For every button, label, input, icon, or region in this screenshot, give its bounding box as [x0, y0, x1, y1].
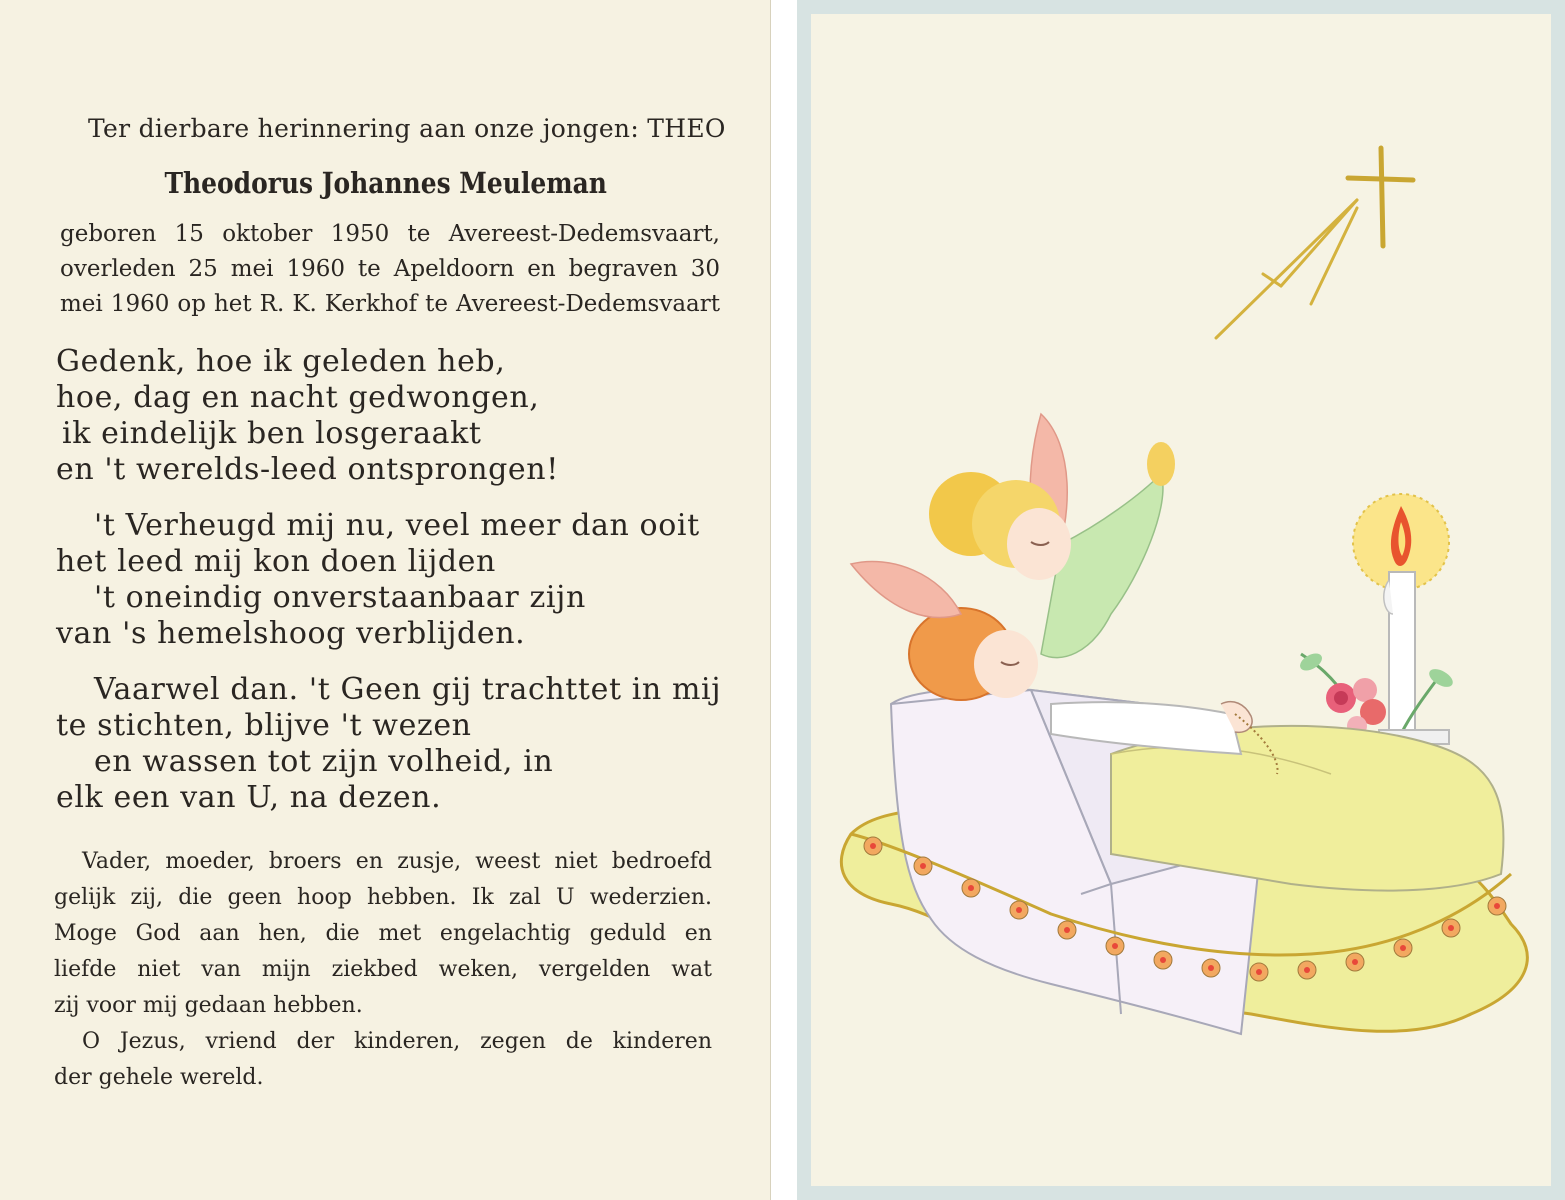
- poem-stanza: [56, 508, 721, 652]
- dates-line: geboren 15 oktober 1950 te Avereest-Dedemsvaart,: [60, 221, 720, 247]
- memorial-poem: [56, 344, 721, 836]
- memorial-card-illustration-side: [797, 0, 1565, 1200]
- poem-line: Vaarwel dan. 't Geen gij trachttet in mij: [94, 672, 722, 707]
- dates-line: overleden 25 mei 1960 te Apeldoorn en begraven 30: [60, 256, 720, 282]
- closing-message: [54, 844, 712, 1096]
- closing-line: Vader, moeder, broers en zusje, weest niet bedroefd: [82, 849, 712, 874]
- closing-line: Moge God aan hen, die met engelachtig geduld en: [54, 921, 712, 946]
- dates-line: mei 1960 op het R. K. Kerkhof te Avereest-Dedemsvaart: [60, 291, 720, 317]
- poem-stanza: [56, 344, 721, 488]
- poem-line: 't oneindig onverstaanbaar zijn: [94, 580, 586, 615]
- poem-line: ik eindelijk ben losgeraakt: [62, 416, 482, 451]
- closing-line: gelijk zij, die geen hoop hebben. Ik zal U wederzien.: [54, 885, 712, 910]
- angel-deathbed-illustration: [811, 14, 1551, 1186]
- birth-death-details: [60, 217, 720, 322]
- illustration-panel: [811, 14, 1551, 1186]
- poem-line: hoe, dag en nacht gedwongen,: [56, 380, 540, 415]
- closing-line: der gehele wereld.: [54, 1065, 264, 1090]
- poem-line: het leed mij kon doen lijden: [56, 544, 496, 579]
- closing-line: liefde niet van mijn ziekbed weken, vergelden wat: [54, 957, 712, 982]
- poem-line: te stichten, blijve 't wezen: [56, 708, 472, 743]
- dedication-line: Ter dierbare herinnering aan onze jongen: THEO: [88, 114, 726, 143]
- poem-line: 't Verheugd mij nu, veel meer dan ooit: [94, 508, 700, 543]
- poem-line: en 't werelds-leed ontsprongen!: [56, 452, 559, 487]
- memorial-card-text-side: [0, 0, 771, 1200]
- poem-stanza: [56, 672, 721, 816]
- closing-line: O Jezus, vriend der kinderen, zegen de kinderen: [82, 1029, 712, 1054]
- shooting-star-rays: [1216, 200, 1357, 338]
- closing-line: zij voor mij gedaan hebben.: [54, 993, 363, 1018]
- poem-line: Gedenk, hoe ik geleden heb,: [56, 344, 506, 379]
- gold-cross-icon: [1348, 148, 1413, 246]
- poem-line: van 's hemelshoog verblijden.: [56, 616, 526, 651]
- angel: [851, 414, 1175, 658]
- poem-line: elk een van U, na dezen.: [56, 780, 442, 815]
- poem-line: en wassen tot zijn volheid, in: [94, 744, 554, 779]
- deceased-full-name: Theodorus Johannes Meuleman: [164, 166, 607, 200]
